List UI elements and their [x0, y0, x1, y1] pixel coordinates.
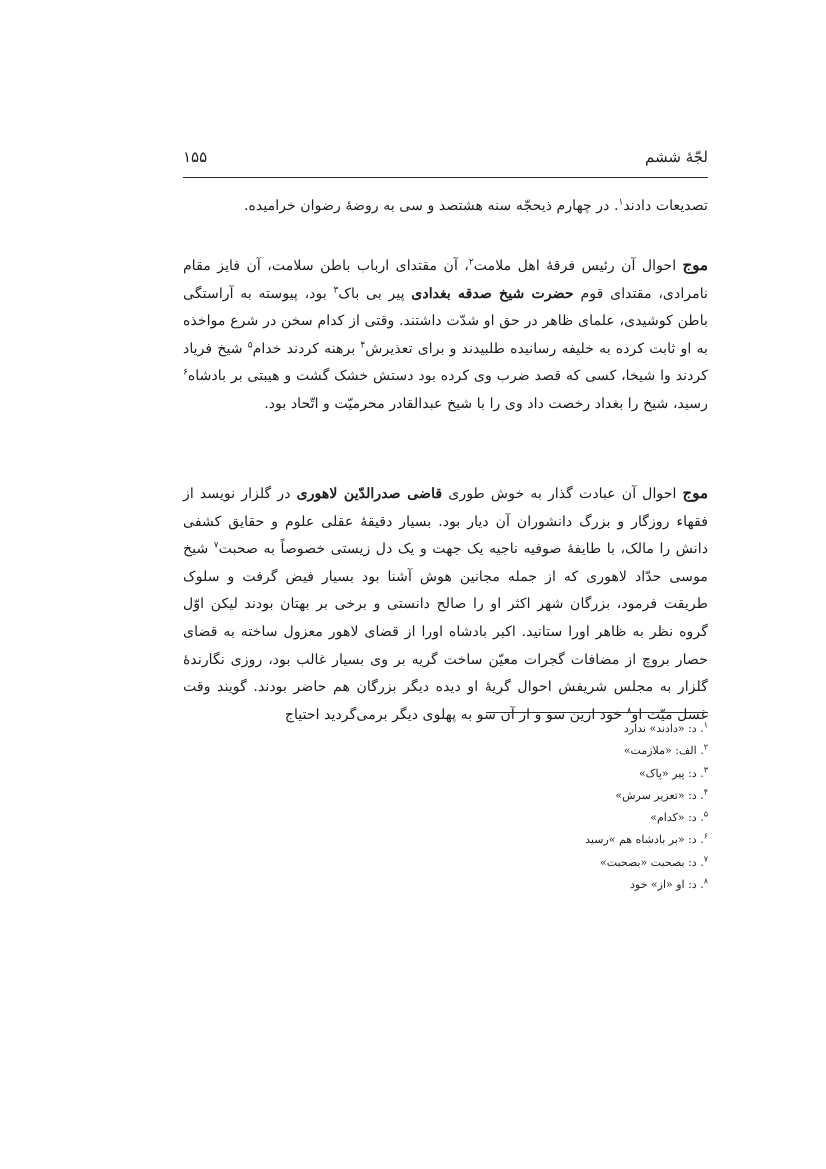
footnote-number: ۲: [703, 742, 708, 752]
footnote-number: ۵: [703, 809, 708, 819]
running-header: [183, 148, 708, 174]
paragraph-2-person-name: حضرت شیخ صدقه بغدادی: [411, 285, 574, 302]
footnote-item: [408, 852, 708, 874]
footnote-item: [408, 740, 708, 762]
footnote-text: . د: «بر بادشاه هم »رسید: [585, 833, 704, 847]
footnote-item: [408, 763, 708, 785]
footnote-number: ۷: [703, 854, 708, 864]
header-rule: [183, 177, 708, 178]
footnote-ref-3: ۳: [333, 284, 339, 295]
paragraph-3-text-c: شیخ موسی حدّاد لاهوری که از جمله مجانین هوش آشنا بود بسیار فیض گرفت و سلوک طریقت فرمود، بزرگان شهر اکثر او را صالح دانستی و برخی بر بهتان بودند لیکن اوّل گروه نظر به ظاهر اورا ستانید. اکبر بادشاه اورا از قضای لاهور معزول ساخته به قضای حصار بروچ از مضافات گجرات معیّن ساخت گریه بر وی بسیار غالب بود، روزی نگارندهٔ گلزار به مجلس شریفش احوال گریهٔ او دیده دیگر بزرگان هم حاضر بودند. گویند وقت غسل میّت او: [183, 541, 708, 723]
paragraph-3-text-d: خود ازین سو و از آن سو به پهلوی دیگر برمی‌گردید احتیاج: [284, 706, 627, 723]
paragraph-2-text-e: برهنه کردند خدام: [252, 340, 361, 357]
footnote-item: [408, 718, 708, 740]
chapter-title: لجّهٔ ششم: [645, 148, 708, 166]
paragraph-3-text-b: در گلزار نویسد از فقهاء روزگار و بزرگ دانشوران آن دیار بود. بسیار دقیقهٔ عقلی علوم و حقایق کشفی دانش را مالک، با طایفهٔ صوفیه ناجیه یک جهت و یک دل زیستی خصوصاً به صحبت: [183, 486, 709, 558]
paragraph-1-text-a: تصدیعات دادند: [623, 198, 708, 214]
footnote-ref-2: ۲: [468, 257, 474, 268]
footnote-text: . د: «دادند» ندارد: [623, 722, 704, 735]
footnotes-list: [408, 718, 708, 896]
paragraph-3-person-name: قاضی صدرالدّین لاهوری: [296, 486, 443, 502]
page-number: ۱۵۵: [183, 148, 208, 166]
footnote-text: . د: پیر «پاک»: [638, 766, 704, 780]
footnote-text: . د: «کدام»: [650, 811, 704, 825]
footnote-separator: [486, 712, 708, 713]
paragraph-2-text-g: رسید، شیخ را بغداد رخصت داد وی را با شیخ عبدالقادر محرمیّت و اتّحاد بود.: [264, 395, 708, 412]
footnote-ref-1: ۱: [618, 197, 624, 208]
paragraph-2-lead: موج: [682, 256, 708, 274]
paragraph-2-text-d: بود، پیوسته به آراستگی باطن کوشیدی، علمای ظاهر در حق او شدّت داشتند. وقتی از کدام سخن در شرع مواخذه به او ثابت کرده به خلیفه رسانیده طلبیدند و برای تعذیرش: [183, 285, 708, 357]
footnote-text: . د: او «از» خود: [630, 878, 704, 892]
paragraph-2-text-c: پیر بی باک: [338, 285, 412, 302]
paragraph-2-text-f: شیخ فریاد کردند وا شیخا، کسی که قصد ضرب وی کرده بود دستش خشک گشت و هیبتی بر بادشاه: [183, 340, 708, 385]
footnote-number: ۱: [703, 720, 708, 730]
footnote-item: [408, 807, 708, 829]
footnote-ref-5: ۵: [247, 340, 253, 351]
footnote-number: ۸: [703, 876, 708, 886]
footnote-ref-4: ۴: [360, 340, 366, 351]
footnote-number: ۳: [703, 764, 708, 774]
footnote-item: [408, 874, 708, 896]
paragraph-3-text-a: احوال آن عبادت گذار به خوش طوری: [442, 486, 683, 502]
footnote-ref-8: ۸: [626, 706, 632, 717]
paragraph-1-text-b: . در چهارم ذیحجّه سنه هشتصد و سی به روضهٔ رضوان خرامیده.: [243, 198, 619, 214]
footnote-item: [408, 829, 708, 851]
footnote-ref-6: ۶: [183, 367, 188, 378]
paragraph-2: [183, 252, 708, 419]
paragraph-1: [183, 193, 708, 221]
footnote-text: . الف: «ملازمت»: [623, 744, 704, 758]
paragraph-2-text-b: ، آن مقتدای ارباب باطن سلامت، آن فایز مقام نامرادی، مقتدای قوم: [183, 258, 708, 302]
footnote-number: ۴: [703, 787, 708, 797]
footnote-text: . د: «تعزیر سرش»: [615, 788, 704, 802]
paragraph-2-text-a: احوال آن رئیس فرقهٔ اهل ملامت: [473, 258, 683, 274]
footnote-text: . د: بصحبت «بصحبت»: [600, 855, 704, 869]
paragraph-3: [183, 480, 708, 729]
footnote-item: [408, 785, 708, 807]
paragraph-3-lead: موج: [682, 484, 708, 502]
footnote-ref-7: ۷: [213, 540, 219, 551]
footnote-number: ۶: [703, 831, 708, 841]
